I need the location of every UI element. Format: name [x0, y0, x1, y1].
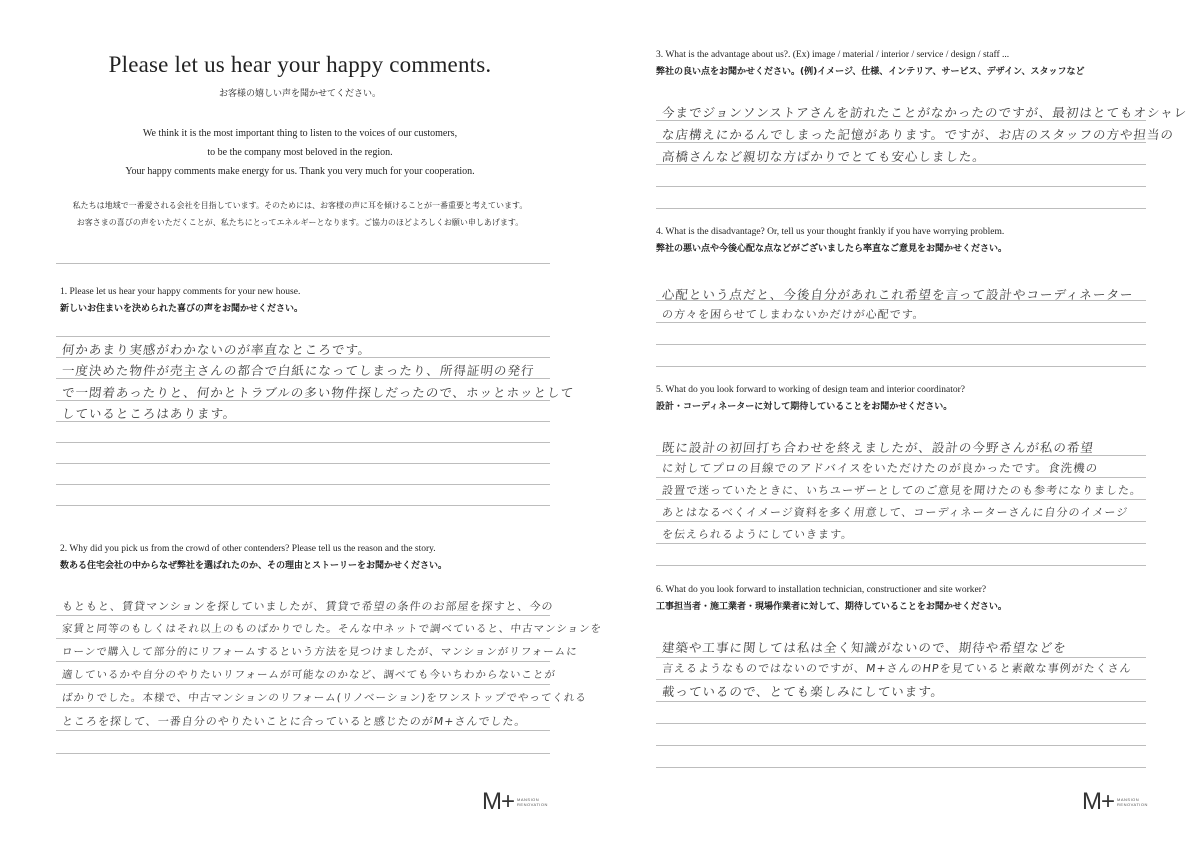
- page-title: Please let us hear your happy comments.: [108, 52, 492, 77]
- question-3: [656, 50, 1084, 77]
- logo-mark: M+: [1082, 788, 1115, 815]
- answer-line: [56, 661, 550, 662]
- logo-mark: M+: [482, 788, 515, 815]
- answer-3-line: 高橋さんなど親切な方ばかりでとても安心しました。: [661, 149, 987, 164]
- answer-2-line: ローンで購入して部分的にリフォームするという方法を見つけましたが、マンションがリフォームに: [61, 646, 579, 658]
- answer-5-line: 設置で迷っていたときに、いちユーザーとしてのご意見を聞けたのも参考になりました。: [661, 484, 1143, 497]
- question-2-jp: 数ある住宅会社の中からなぜ弊社を選ばれたのか、その理由とストーリーをお聞かせください。: [60, 561, 448, 571]
- logo-sub-line: RENOVATION: [1117, 802, 1148, 807]
- question-4: [656, 227, 1007, 254]
- answer-3-line: 今までジョンソンストアさんを訪れたことがなかったのですが、最初はとてもオシャレ: [661, 105, 1189, 120]
- intro-jp-line: お客さまの喜びの声をいただくことが、私たちにとってエネルギーとなります。ご協力のほどよろしくお願い申しあげます。: [76, 218, 524, 227]
- answer-line: [56, 615, 550, 616]
- answer-2-line: ばかりでした。本様で、中古マンションのリフォーム(リノベーション)をワンストップでやってくれる: [61, 692, 588, 704]
- question-2-en: 2. Why did you pick us from the crowd of other contenders? Please tell us the reason and the story.: [60, 544, 436, 554]
- answer-1-line: で一悶着あったりと、何かとトラブルの多い物件探しだったので、ホッとホッとして: [61, 385, 575, 400]
- question-1-jp: 新しいお住まいを決められた喜びの声をお聞かせください。: [60, 304, 304, 314]
- page-subtitle: お客様の嬉しい声を聞かせてください。: [218, 89, 381, 99]
- brand-logo: [1082, 788, 1148, 816]
- divider: [56, 263, 550, 264]
- answer-line: [656, 477, 1146, 478]
- answer-5-line: あとはなるべくイメージ資料を多く用意して、コーディネーターさんに自分のイメージ: [661, 506, 1129, 519]
- intro-japanese: [60, 197, 540, 231]
- answer-5-line: 既に設計の初回打ち合わせを終えましたが、設計の今野さんが私の希望: [661, 440, 1095, 455]
- answer-line: [56, 684, 550, 685]
- answer-line: [56, 638, 550, 639]
- intro-english: [60, 124, 540, 181]
- logo-sub-line: MANSION: [1117, 797, 1140, 802]
- answer-5-line: を伝えられるようにしていきます。: [661, 528, 854, 541]
- question-4-jp: 弊社の悪い点や今後心配な点などがございましたら率直なご意見をお聞かせください。: [656, 244, 1008, 254]
- answer-line: [56, 442, 550, 443]
- question-6: [656, 585, 1007, 612]
- answer-line: [656, 679, 1146, 680]
- logo-subtext: [1117, 797, 1148, 807]
- answer-line: [656, 366, 1146, 367]
- answer-line: [656, 186, 1146, 187]
- answer-2-line: もともと、賃貸マンションを探していましたが、賃貸で希望の条件のお部屋を探すと、今の: [61, 600, 555, 613]
- answer-2-line: 適しているかや自分のやりたいリフォームが可能なのかなど、調べても今いちわからないことが: [61, 669, 557, 681]
- logo-sub-line: RENOVATION: [517, 802, 548, 807]
- answer-3-line: な店構えにかるんでしまった記憶があります。ですが、お店のスタッフの方や担当の: [661, 127, 1175, 142]
- question-3-jp: 弊社の良い点をお聞かせください。(例)イメージ、仕様、インテリア、サービス、デザイン、スタッフなど: [656, 67, 1085, 77]
- answer-2-line: 家賃と同等のもしくはそれ以上のものばかりでした。そんな中ネットで調べていると、中古マンションを: [61, 623, 603, 635]
- question-4-en: 4. What is the disadvantage? Or, tell us your thought frankly if you have worrying problem.: [656, 227, 1005, 237]
- answer-line: [656, 543, 1146, 544]
- answer-line: [656, 208, 1146, 209]
- answer-line: [656, 565, 1146, 566]
- question-5-en: 5. What do you look forward to working of design team and interior coordinator?: [656, 385, 966, 395]
- answer-line: [656, 723, 1146, 724]
- answer-line: [656, 322, 1146, 323]
- answer-line: [56, 753, 550, 754]
- answer-line: [656, 521, 1146, 522]
- intro-en-line: to be the company most beloved in the region.: [207, 147, 393, 158]
- answer-1-line: しているところはあります。: [61, 406, 238, 421]
- question-6-jp: 工事担当者・施工業者・現場作業者に対して、期待していることをお聞かせください。: [656, 602, 1007, 612]
- answer-line: [656, 745, 1146, 746]
- question-1-en: 1. Please let us hear your happy comments for your new house.: [60, 287, 301, 297]
- answer-6-line: 載っているので、とても楽しみにしています。: [661, 684, 946, 699]
- answer-line: [56, 336, 550, 337]
- question-2: [60, 544, 447, 571]
- question-3-en: 3. What is the advantage about us?. (Ex) image / material / interior / service / design / staff ...: [656, 50, 1010, 60]
- answer-5-line: に対してプロの目線でのアドバイスをいただけたのが良かったです。食洗機の: [661, 461, 1099, 475]
- answer-line: [56, 730, 550, 731]
- question-6-en: 6. What do you look forward to installation technician, constructioner and site worker?: [656, 585, 987, 595]
- answer-2-line: ところを探して、一番自分のやりたいことに合っていると感じたのがM+さんでした。: [61, 715, 528, 728]
- answer-line: [56, 484, 550, 485]
- answer-1-line: 何かあまり実感がわかないのが率直なところです。: [61, 342, 373, 357]
- intro-en-line: We think it is the most important thing to listen to the voices of our customers,: [142, 128, 458, 139]
- answer-line: [56, 463, 550, 464]
- answer-6-line: 建築や工事に関しては私は全く知識がないので、期待や希望などを: [661, 640, 1068, 655]
- answer-6-line: 言えるようなものではないのですが、M+さんのHPを見ていると素敵な事例がたくさん: [661, 662, 1133, 675]
- answer-4-line: 心配という点だと、今後自分があれこれ希望を言って設計やコーディネーター: [661, 287, 1135, 302]
- answer-1-line: 一度決めた物件が売主さんの都合で白紙になってしまったり、所得証明の発行: [61, 363, 536, 378]
- logo-subtext: [517, 797, 548, 807]
- question-5-jp: 設計・コーディネーターに対して期待していることをお聞かせください。: [656, 402, 953, 412]
- intro-en-line: Your happy comments make energy for us. Thank you very much for your cooperation.: [125, 166, 475, 177]
- intro-jp-line: 私たちは地域で一番愛される会社を目指しています。そのためには、お客様の声に耳を傾けることが一番重要と考えています。: [72, 201, 528, 210]
- question-5: [656, 385, 965, 412]
- answer-line: [656, 499, 1146, 500]
- answer-line: [656, 701, 1146, 702]
- answer-line: [656, 657, 1146, 658]
- logo-sub-line: MANSION: [517, 797, 540, 802]
- question-1: [60, 287, 303, 314]
- answer-line: [656, 767, 1146, 768]
- answer-line: [56, 707, 550, 708]
- answer-line: [656, 344, 1146, 345]
- answer-4-line: の方々を困らせてしまわないかだけが心配です。: [661, 308, 926, 321]
- answer-line: [56, 505, 550, 506]
- brand-logo: [482, 788, 548, 816]
